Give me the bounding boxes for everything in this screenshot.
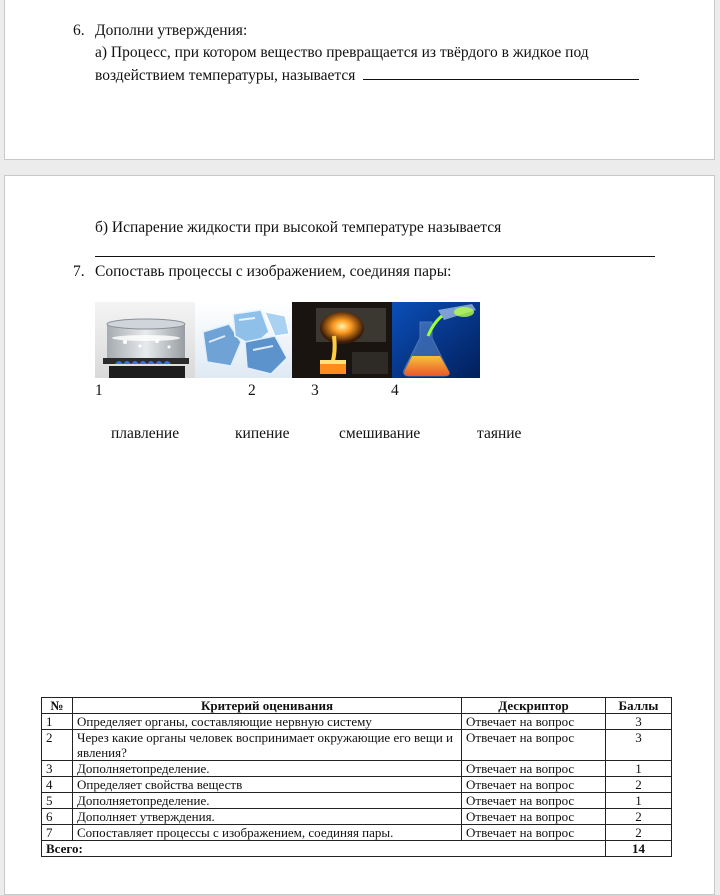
q7-title: Сопоставь процессы с изображением, соединяя пары: bbox=[95, 263, 452, 280]
answer-blank-b[interactable] bbox=[95, 256, 655, 257]
row-descriptor: Отвечает на вопрос bbox=[462, 809, 606, 825]
table-header-row bbox=[42, 698, 672, 714]
q6-a-line1: а) Процесс, при котором вещество превращается из твёрдого в жидкое под bbox=[95, 44, 589, 61]
total-label: Всего: bbox=[42, 841, 606, 857]
row-number: 3 bbox=[42, 761, 73, 777]
table-row bbox=[42, 777, 672, 793]
row-number: 2 bbox=[42, 730, 73, 761]
table-row bbox=[42, 809, 672, 825]
row-points: 3 bbox=[606, 714, 672, 730]
row-points: 1 bbox=[606, 793, 672, 809]
word-melting: плавление bbox=[111, 425, 180, 442]
row-criterion: Дополняетопределение. bbox=[73, 761, 462, 777]
header-descriptor: Дескриптор bbox=[462, 698, 606, 714]
total-points: 14 bbox=[606, 841, 672, 857]
word-thawing: таяние bbox=[477, 425, 522, 442]
q6-number: 6. bbox=[73, 22, 85, 39]
row-number: 4 bbox=[42, 777, 73, 793]
table-row bbox=[42, 761, 672, 777]
image-number-4: 4 bbox=[391, 382, 399, 399]
row-number: 5 bbox=[42, 793, 73, 809]
row-criterion: Сопоставляет процессы с изображением, соединяя пары. bbox=[73, 825, 462, 841]
header-number: № bbox=[42, 698, 73, 714]
q7-number: 7. bbox=[73, 263, 85, 280]
table-row bbox=[42, 730, 672, 761]
row-points: 2 bbox=[606, 809, 672, 825]
header-criterion: Критерий оценивания bbox=[73, 698, 462, 714]
table-row bbox=[42, 793, 672, 809]
image-number-3: 3 bbox=[311, 382, 319, 399]
answer-blank-a[interactable] bbox=[363, 65, 639, 80]
boiling-water-image bbox=[95, 302, 195, 378]
row-number: 1 bbox=[42, 714, 73, 730]
row-descriptor: Отвечает на вопрос bbox=[462, 730, 606, 761]
row-number: 6 bbox=[42, 809, 73, 825]
row-criterion: Дополняетопределение. bbox=[73, 793, 462, 809]
page-2 bbox=[4, 175, 715, 895]
table-total-row bbox=[42, 841, 672, 857]
row-descriptor: Отвечает на вопрос bbox=[462, 777, 606, 793]
header-points: Баллы bbox=[606, 698, 672, 714]
row-number: 7 bbox=[42, 825, 73, 841]
row-descriptor: Отвечает на вопрос bbox=[462, 793, 606, 809]
q6-b-text: б) Испарение жидкости при высокой температуре называется bbox=[95, 219, 502, 236]
row-descriptor: Отвечает на вопрос bbox=[462, 761, 606, 777]
word-boiling: кипение bbox=[235, 425, 290, 442]
image-number-2: 2 bbox=[248, 382, 256, 399]
row-criterion: Через какие органы человек воспринимает окружающие его вещи и явления? bbox=[73, 730, 462, 761]
q6-a-line2-text: воздействием температуры, называется bbox=[95, 67, 356, 84]
row-descriptor: Отвечает на вопрос bbox=[462, 714, 606, 730]
row-criterion: Определяет органы, составляющие нервную систему bbox=[73, 714, 462, 730]
row-criterion: Дополняет утверждения. bbox=[73, 809, 462, 825]
criteria-table bbox=[41, 697, 672, 857]
ice-cubes-image bbox=[195, 302, 292, 378]
q6-title: Дополни утверждения: bbox=[95, 22, 248, 39]
row-points: 2 bbox=[606, 777, 672, 793]
table-row bbox=[42, 714, 672, 730]
molten-metal-image bbox=[292, 302, 392, 378]
chemical-flask-image bbox=[392, 302, 480, 378]
page-1 bbox=[4, 0, 715, 160]
image-number-1: 1 bbox=[95, 382, 103, 399]
table-row bbox=[42, 825, 672, 841]
word-mixing: смешивание bbox=[339, 425, 421, 442]
q6-a-line2 bbox=[95, 65, 639, 86]
row-criterion: Определяет свойства веществ bbox=[73, 777, 462, 793]
row-points: 1 bbox=[606, 761, 672, 777]
row-points: 2 bbox=[606, 825, 672, 841]
row-descriptor: Отвечает на вопрос bbox=[462, 825, 606, 841]
row-points: 3 bbox=[606, 730, 672, 761]
